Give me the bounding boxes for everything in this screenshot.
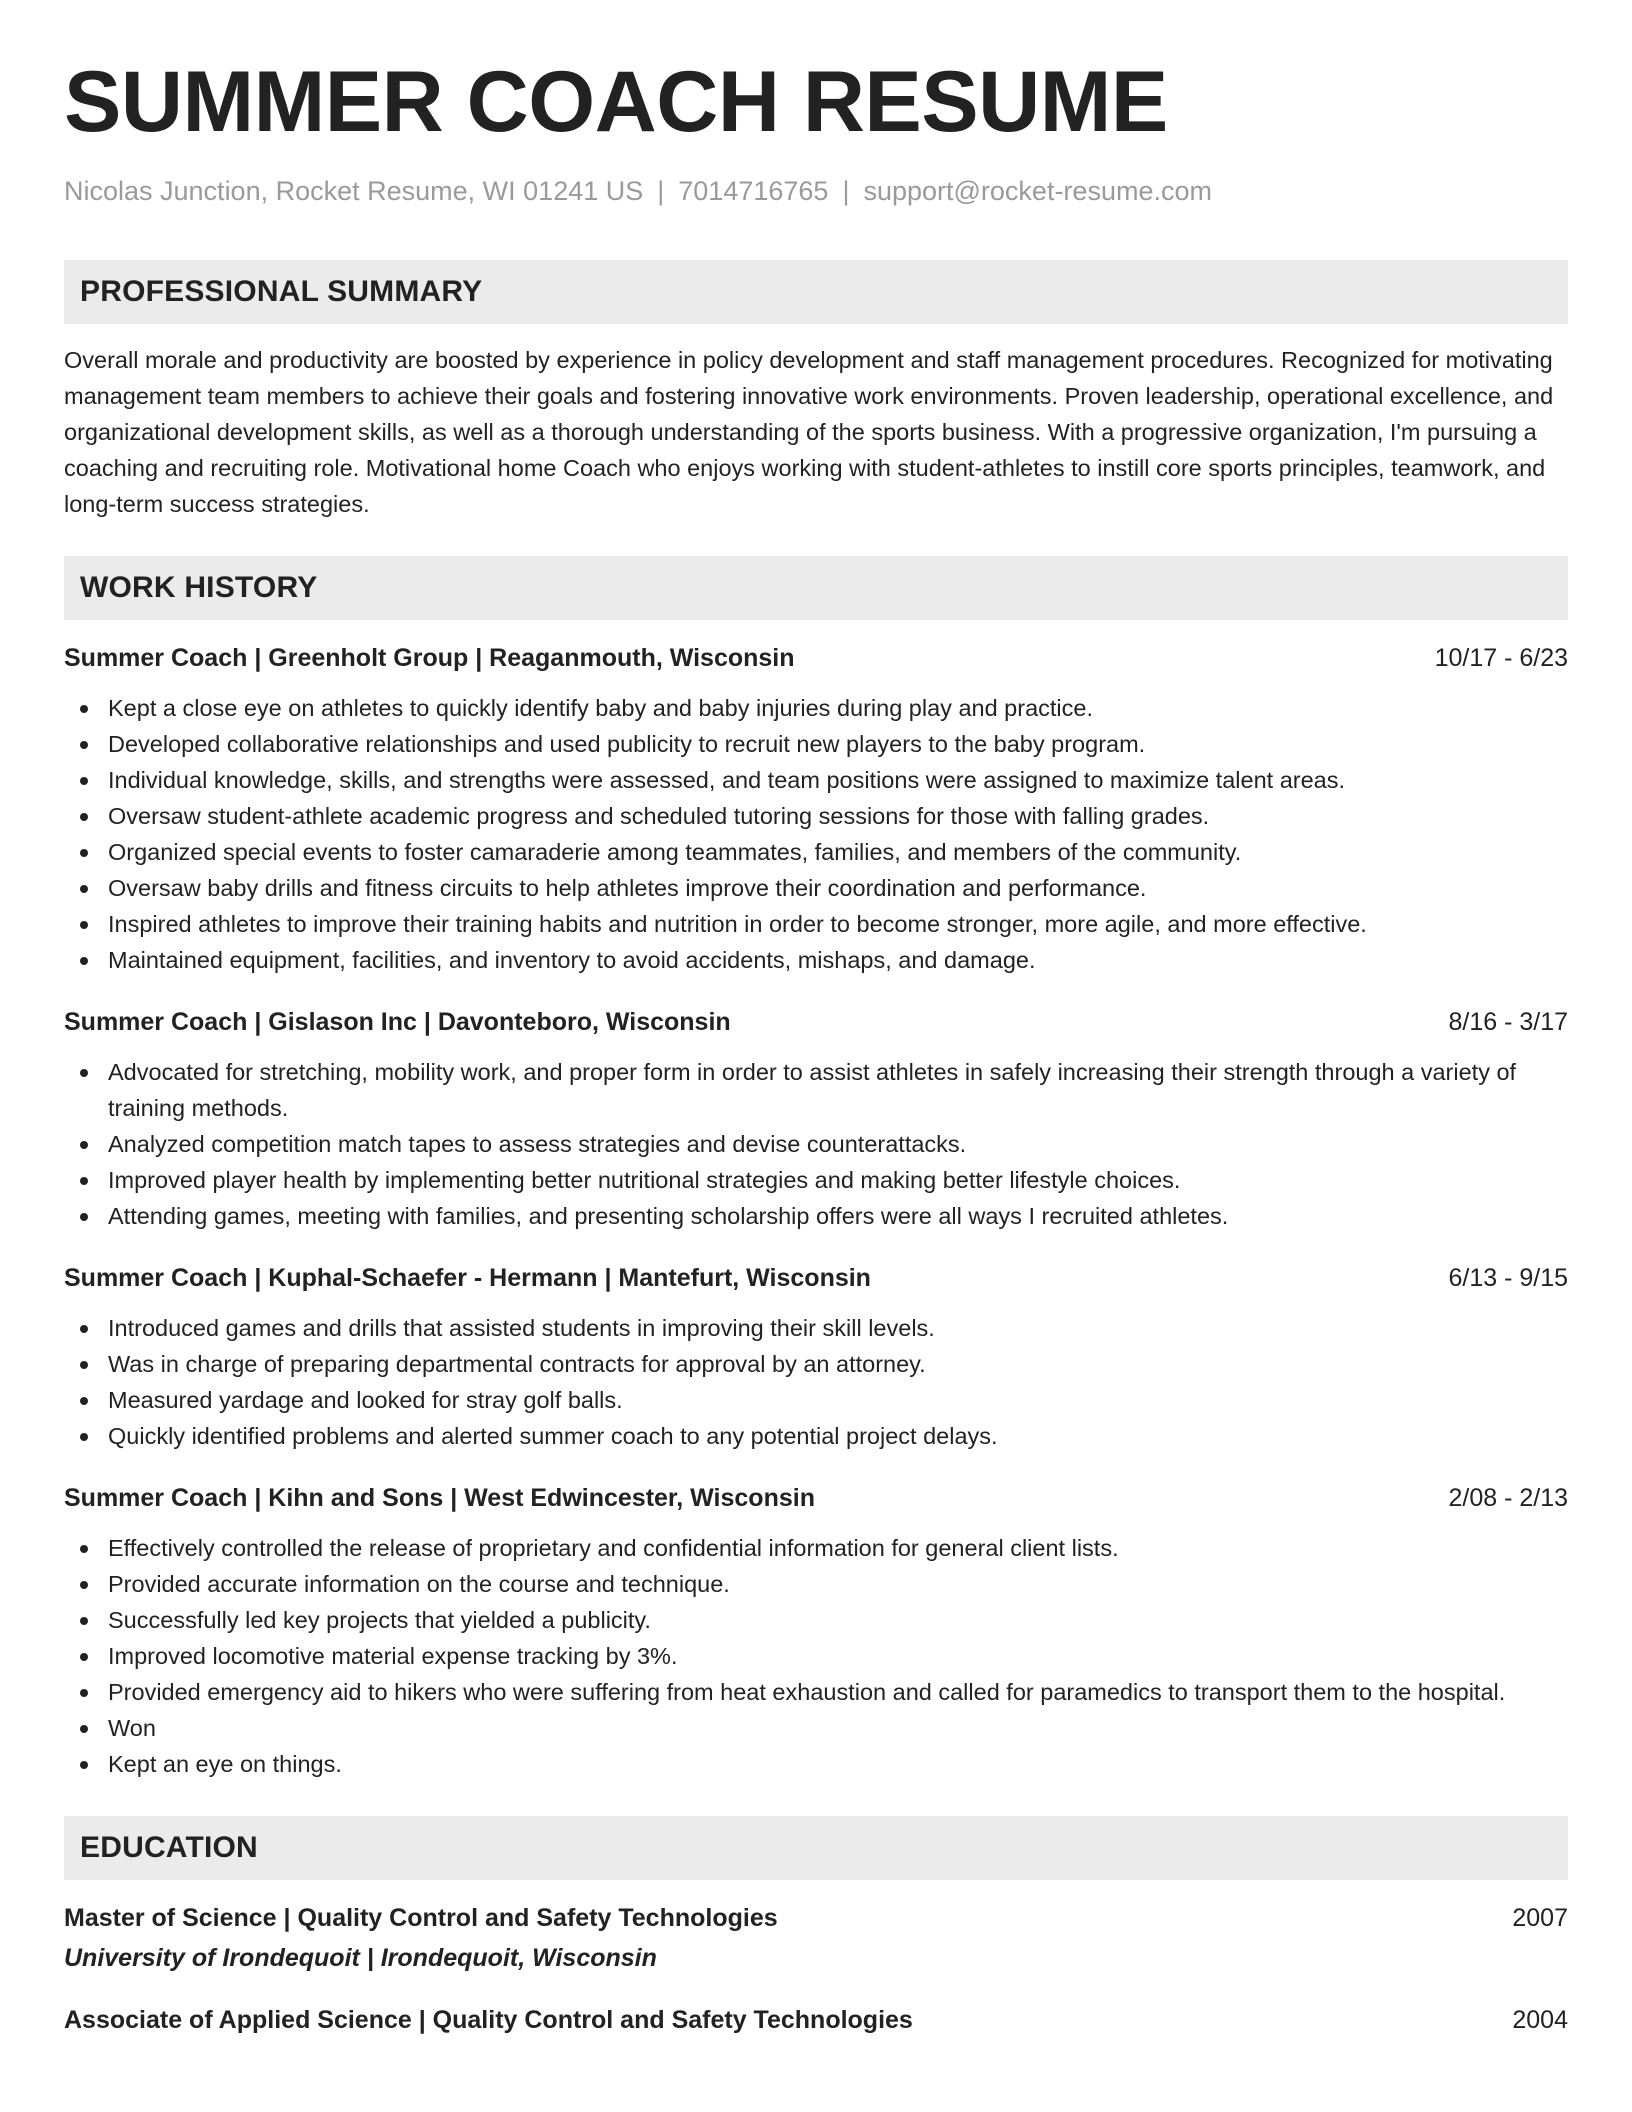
section-header-work-history: WORK HISTORY — [64, 556, 1568, 620]
job-bullet-list — [64, 1054, 1568, 1234]
job-title: Summer Coach | Kihn and Sons | West Edwincester, Wisconsin — [64, 1484, 815, 1512]
education-list — [64, 1900, 1568, 2038]
education-year: 2007 — [1512, 1904, 1568, 1932]
section-header-education: EDUCATION — [64, 1816, 1568, 1880]
job-bullet: Quickly identified problems and alerted summer coach to any potential project delays. — [64, 1418, 1568, 1454]
education-entry — [64, 1900, 1568, 1976]
job-bullet: Measured yardage and looked for stray golf balls. — [64, 1382, 1568, 1418]
job-title: Summer Coach | Gislason Inc | Davonteboro, Wisconsin — [64, 1008, 731, 1036]
job-bullet: Provided accurate information on the course and technique. — [64, 1566, 1568, 1602]
job-title: Summer Coach | Greenholt Group | Reaganmouth, Wisconsin — [64, 644, 795, 672]
job-bullet: Kept a close eye on athletes to quickly identify baby and baby injuries during play and practice. — [64, 690, 1568, 726]
contact-email: support@rocket-resume.com — [863, 176, 1212, 206]
job-header — [64, 1260, 1568, 1296]
job-bullet: Oversaw baby drills and fitness circuits to help athletes improve their coordination and performance. — [64, 870, 1568, 906]
contact-separator: | — [657, 176, 665, 206]
job-bullet-list — [64, 1530, 1568, 1782]
job-bullet: Successfully led key projects that yielded a publicity. — [64, 1602, 1568, 1638]
education-degree: Master of Science | Quality Control and Safety Technologies — [64, 1904, 778, 1932]
job-dates: 6/13 - 9/15 — [1448, 1264, 1568, 1292]
job-bullet: Effectively controlled the release of proprietary and confidential information for general client lists. — [64, 1530, 1568, 1566]
job-header — [64, 640, 1568, 676]
job-bullet: Won — [64, 1710, 1568, 1746]
contact-separator: | — [842, 176, 850, 206]
job-bullet: Was in charge of preparing departmental contracts for approval by an attorney. — [64, 1346, 1568, 1382]
job-dates: 8/16 - 3/17 — [1448, 1008, 1568, 1036]
job-header — [64, 1004, 1568, 1040]
job-bullet: Improved locomotive material expense tracking by 3%. — [64, 1638, 1568, 1674]
contact-address: Nicolas Junction, Rocket Resume, WI 01241 US — [64, 176, 644, 206]
contact-line — [64, 174, 1568, 208]
education-header — [64, 1900, 1568, 1936]
resume-title: SUMMER COACH RESUME — [64, 54, 1168, 150]
job-dates: 2/08 - 2/13 — [1448, 1484, 1568, 1512]
job-bullet: Organized special events to foster camaraderie among teammates, families, and members of the community. — [64, 834, 1568, 870]
job-bullet: Advocated for stretching, mobility work, and proper form in order to assist athletes in safely increasing their strength through a variety of training methods. — [64, 1054, 1568, 1126]
job-header — [64, 1480, 1568, 1516]
education-degree: Associate of Applied Science | Quality Control and Safety Technologies — [64, 2006, 913, 2034]
job-bullet: Provided emergency aid to hikers who were suffering from heat exhaustion and called for paramedics to transport them to the hospital. — [64, 1674, 1568, 1710]
contact-phone: 7014716765 — [678, 176, 829, 206]
job-bullet-list — [64, 690, 1568, 978]
job-bullet: Improved player health by implementing better nutritional strategies and making better lifestyle choices. — [64, 1162, 1568, 1198]
job-bullet: Maintained equipment, facilities, and inventory to avoid accidents, mishaps, and damage. — [64, 942, 1568, 978]
job-entry — [64, 640, 1568, 978]
education-school: University of Irondequoit | Irondequoit, Wisconsin — [64, 1944, 657, 1972]
education-year: 2004 — [1512, 2006, 1568, 2034]
education-entry — [64, 2002, 1568, 2038]
summary-text: Overall morale and productivity are boosted by experience in policy development and staff management procedures. Recognized for motivating management team members to achieve their goals and fostering innovative work environments. Proven leadership, operational excellence, and organizational development skills, as well as a thorough understanding of the sports business. With a progressive organization, I'm pursuing a coaching and recruiting role. Motivational home Coach who enjoys working with student-athletes to instill core sports principles, teamwork, and long-term success strategies. — [64, 347, 1554, 517]
job-bullet: Individual knowledge, skills, and strengths were assessed, and team positions were assigned to maximize talent areas. — [64, 762, 1568, 798]
job-title: Summer Coach | Kuphal-Schaefer - Hermann | Mantefurt, Wisconsin — [64, 1264, 871, 1292]
education-header — [64, 2002, 1568, 2038]
job-entry — [64, 1004, 1568, 1234]
job-entry — [64, 1480, 1568, 1782]
job-bullet: Attending games, meeting with families, and presenting scholarship offers were all ways I recruited athletes. — [64, 1198, 1568, 1234]
section-header-summary: PROFESSIONAL SUMMARY — [64, 260, 1568, 324]
work-history-list — [64, 640, 1568, 1782]
job-entry — [64, 1260, 1568, 1454]
job-dates: 10/17 - 6/23 — [1434, 644, 1568, 672]
job-bullet: Analyzed competition match tapes to assess strategies and devise counterattacks. — [64, 1126, 1568, 1162]
job-bullet: Developed collaborative relationships and used publicity to recruit new players to the baby program. — [64, 726, 1568, 762]
job-bullet: Oversaw student-athlete academic progress and scheduled tutoring sessions for those with falling grades. — [64, 798, 1568, 834]
job-bullet-list — [64, 1310, 1568, 1454]
job-bullet: Introduced games and drills that assisted students in improving their skill levels. — [64, 1310, 1568, 1346]
job-bullet: Kept an eye on things. — [64, 1746, 1568, 1782]
job-bullet: Inspired athletes to improve their training habits and nutrition in order to become stronger, more agile, and more effective. — [64, 906, 1568, 942]
